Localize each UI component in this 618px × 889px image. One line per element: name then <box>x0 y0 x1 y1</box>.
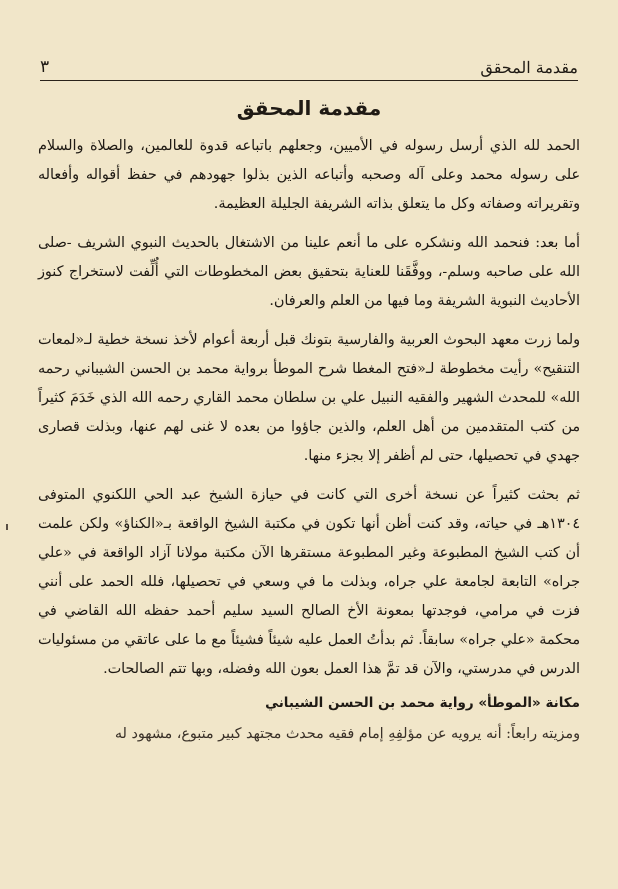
margin-mark <box>6 524 8 530</box>
paragraph-opening: الحمد لله الذي أرسل رسوله في الأميين، وجعلهم باتباعه قدوة للعالمين، والصلاة والسلام على رسوله محمد وعلى آله وصحبه وأتباعه الذين بذلوا جهودهم في حفظ أقواله وأفعاله وتقريراته وصفاته وكل ما يتعلق بذاته الشريفة الجليلة العظيمة. <box>38 138 580 212</box>
paragraph-search-copy: ثم بحثت كثيراً عن نسخة أخرى التي كانت في حيازة الشيخ عبد الحي اللكنوي المتوفى ١٣٠٤هـ في حياته، وقد كنت أظن أنها تكون في مكتبة الشيخ الواقعة بـ«الكناؤ» ولكن علمت أن كتب الشيخ المطبوعة وغير المطبوعة مستقرها الآن مكتبة مولانا آزاد الواقعة في «علي جراه» التابعة لجامعة علي جراه، وبذلت ما في وسعي في تحصيلها، فلله الحمد على أنني فزت في مرامي، فوجدتها بمعونة الأخ الصالح السيد سليم أحمد حفظه الله القاضي في محكمة «علي جراه» سابقاً. ثم بدأتُ العمل عليه شيئاً فشيئاً مع ما على عاتقي من مسئوليات الدرس في مدرستي، والآن قد تمَّ هذا العمل بعون الله وفضله، وبها تتم الصالحات. <box>38 487 580 677</box>
running-title: مقدمة المحقق <box>480 58 578 77</box>
paragraph-tonk-visit: ولما زرت معهد البحوث العربية والفارسية بتونك قبل أربعة أعوام لأخذ نسخة خطية لـ«لمعات التنقيح» رأيت مخطوطة لـ«فتح المغطا شرح الموطأ برواية محمد بن الحسن الشيباني رحمه الله» للمحدث الشهير والفقيه النبيل علي بن سلطان محمد القاري رحمه الله الذي خَدَمَ كثيراً من كتب المتقدمين من أهل العلم، والذين جاؤوا من بعده لا غنى لهم عنها، وبذلت قصارى جهدي في تحصيلها، حتى لم أظفر إلا بجزء منها. <box>38 332 580 464</box>
page-header <box>40 48 578 81</box>
paragraph-amma-bad: أما بعد: فنحمد الله ونشكره على ما أنعم علينا من الاشتغال بالحديث النبوي الشريف -صلى الله على صاحبه وسلم-، ووفَّقَنا للعناية بتحقيق بعض المخطوطات التي أُلِّفت لاستخراج كنوز الأحاديث النبوية الشريفة وما فيها من العلم والعرفان. <box>38 235 580 309</box>
body-text <box>38 132 580 749</box>
section-heading: مكانة «الموطأ» رواية محمد بن الحسن الشيباني <box>265 695 580 711</box>
chapter-title: مقدمة المحقق <box>236 96 382 120</box>
paragraph-fourth-merit: ومزيته رابعاً: أنه يرويه عن مؤلفِهِ إمام فقيه محدث مجتهد كبير متبوع، مشهود له <box>114 726 580 742</box>
page-number: ٣ <box>40 57 50 77</box>
